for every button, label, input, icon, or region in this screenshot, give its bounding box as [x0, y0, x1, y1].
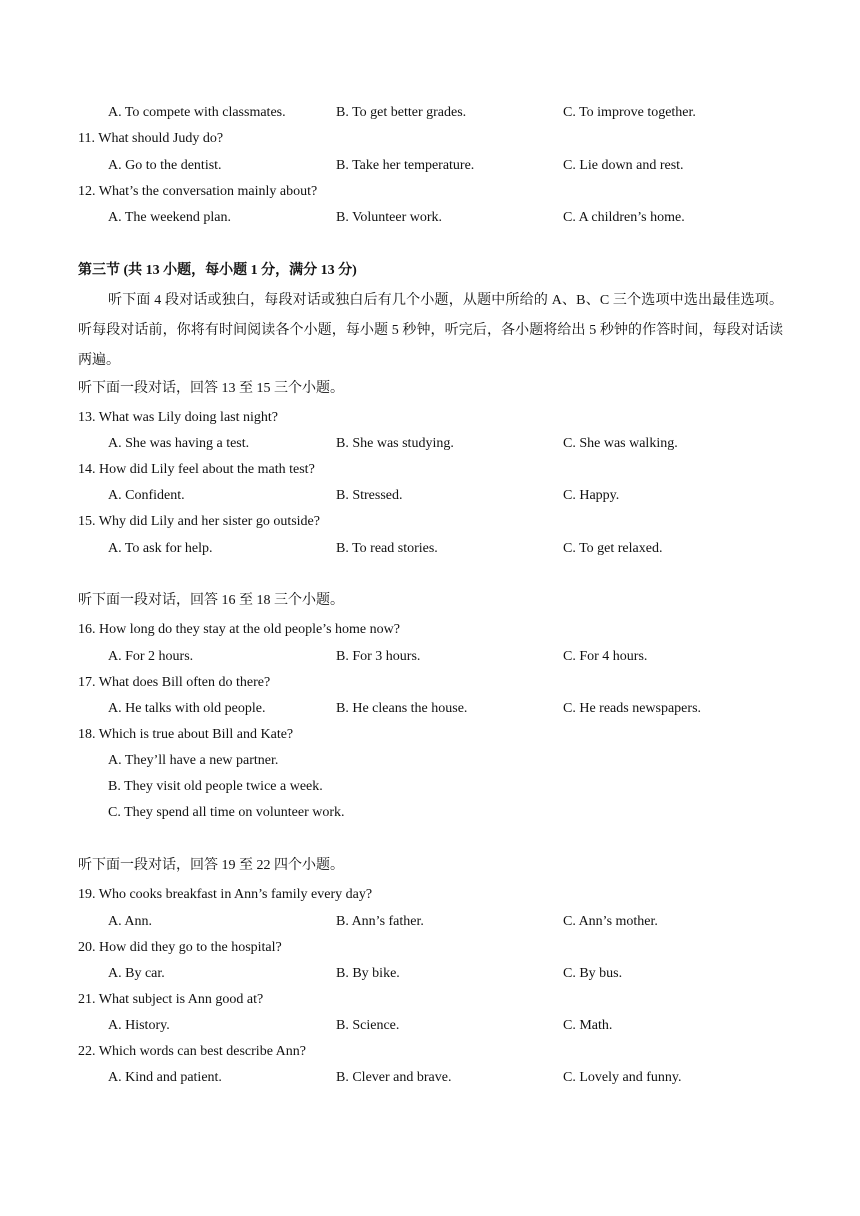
q14-option-b: B. Stressed. [336, 488, 403, 503]
q14-option-c: C. Happy. [563, 488, 620, 503]
q10-option-a: A. To compete with classmates. [108, 105, 286, 120]
q17-option-a: A. He talks with old people. [108, 701, 266, 716]
q11-option-b: B. Take her temperature. [336, 158, 475, 173]
section-instructions [78, 286, 783, 376]
q12-option-c: C. A children’s home. [563, 210, 685, 225]
group-1-intro: 听下面一段对话，回答 13 至 15 三个小题。 [78, 381, 344, 396]
question-17: 17. What does Bill often do there? [78, 675, 271, 690]
question-11: 11. What should Judy do? [78, 131, 224, 146]
q17-option-c: C. He reads newspapers. [563, 701, 702, 716]
question-12: 12. What’s the conversation mainly about? [78, 184, 318, 199]
q15-option-c: C. To get relaxed. [563, 541, 663, 556]
section-instructions-text: 听下面 4 段对话或独白，每段对话或独白后有几个小题，从题中所给的 A、B、C 三个选项中选出最佳选项。听每段对话前，你将有时间阅读各个小题，每小题 5 秒钟，听完后，各小题将给出 5 秒钟的作答时间，每段对话读两遍。 [78, 293, 783, 368]
q15-option-a: A. To ask for help. [108, 541, 213, 556]
section-title: 第三节 (共 13 小题，每小题 1 分，满分 13 分) [78, 263, 357, 278]
q12-option-b: B. Volunteer work. [336, 210, 443, 225]
question-21: 21. What subject is Ann good at? [78, 992, 264, 1007]
q19-option-b: B. Ann’s father. [336, 914, 424, 929]
group-3-intro: 听下面一段对话，回答 19 至 22 四个小题。 [78, 858, 344, 873]
q20-option-b: B. By bike. [336, 966, 400, 981]
question-22: 22. Which words can best describe Ann? [78, 1044, 306, 1059]
q21-option-b: B. Science. [336, 1018, 400, 1033]
question-14: 14. How did Lily feel about the math test? [78, 462, 315, 477]
question-20: 20. How did they go to the hospital? [78, 940, 282, 955]
question-19: 19. Who cooks breakfast in Ann’s family every day? [78, 887, 373, 902]
q12-option-a: A. The weekend plan. [108, 210, 231, 225]
q20-option-c: C. By bus. [563, 966, 623, 981]
q18-option-c: C. They spend all time on volunteer work. [108, 805, 345, 820]
group-2-intro: 听下面一段对话，回答 16 至 18 三个小题。 [78, 593, 344, 608]
question-15: 15. Why did Lily and her sister go outside? [78, 514, 320, 529]
q22-option-a: A. Kind and patient. [108, 1070, 222, 1085]
q19-option-a: A. Ann. [108, 914, 152, 929]
q21-option-c: C. Math. [563, 1018, 613, 1033]
q14-option-a: A. Confident. [108, 488, 185, 503]
q13-option-a: A. She was having a test. [108, 436, 250, 451]
q16-option-c: C. For 4 hours. [563, 649, 648, 664]
q18-option-b: B. They visit old people twice a week. [108, 779, 323, 794]
q16-option-a: A. For 2 hours. [108, 649, 194, 664]
question-18: 18. Which is true about Bill and Kate? [78, 727, 294, 742]
q17-option-b: B. He cleans the house. [336, 701, 468, 716]
question-13: 13. What was Lily doing last night? [78, 410, 278, 425]
q21-option-a: A. History. [108, 1018, 170, 1033]
q18-option-a: A. They’ll have a new partner. [108, 753, 279, 768]
q11-option-a: A. Go to the dentist. [108, 158, 222, 173]
q11-option-c: C. Lie down and rest. [563, 158, 684, 173]
q22-option-b: B. Clever and brave. [336, 1070, 452, 1085]
q13-option-b: B. She was studying. [336, 436, 454, 451]
q10-option-b: B. To get better grades. [336, 105, 467, 120]
q16-option-b: B. For 3 hours. [336, 649, 421, 664]
q15-option-b: B. To read stories. [336, 541, 438, 556]
q10-option-c: C. To improve together. [563, 105, 696, 120]
q19-option-c: C. Ann’s mother. [563, 914, 658, 929]
q20-option-a: A. By car. [108, 966, 165, 981]
q22-option-c: C. Lovely and funny. [563, 1070, 682, 1085]
question-16: 16. How long do they stay at the old people’s home now? [78, 622, 400, 637]
q13-option-c: C. She was walking. [563, 436, 678, 451]
